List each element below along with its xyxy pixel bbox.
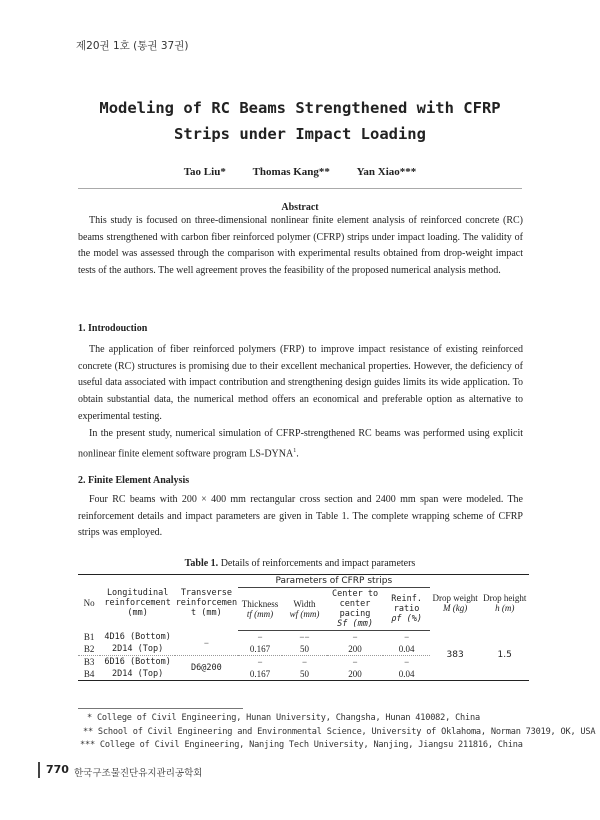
header-drop-weight-unit: M (kg) xyxy=(443,602,468,613)
header-cfrp-parameters: Parameters of CFRP strips xyxy=(238,575,430,588)
author-3: Yan Xiao*** xyxy=(356,166,417,178)
cell-no: B2 xyxy=(78,643,100,656)
cell-drop-height: 1.5 xyxy=(480,631,529,681)
cell-drop-weight: 383 xyxy=(430,631,481,681)
cell-longitudinal: 2D14 (Top) xyxy=(100,643,175,656)
cell-center: 200 xyxy=(327,643,384,656)
header-reinf-unit: ρf (%) xyxy=(391,614,422,624)
table-row xyxy=(78,631,529,644)
header-thickness-label: Thickness xyxy=(241,599,279,609)
page-number-bar xyxy=(38,762,40,778)
cell-longitudinal: 4D16 (Bottom) xyxy=(104,631,171,642)
footnote-1: * College of Civil Engineering, Hunan University, Changsha, Hunan 410082, China xyxy=(87,713,480,723)
header-divider xyxy=(78,188,522,189)
header-width-unit: wf (mm) xyxy=(289,609,320,619)
cell-width: 50 xyxy=(282,668,326,681)
cell-no: B1 xyxy=(83,631,95,642)
author-list xyxy=(0,166,600,178)
header-longitudinal: Longitudinal reinforcement (mm) xyxy=(100,575,175,631)
cell-center: − xyxy=(352,657,358,667)
cell-transverse: D6@200 xyxy=(175,656,238,681)
cell-thickness: 0.167 xyxy=(238,643,282,656)
table-caption-label: Table 1. xyxy=(184,558,219,569)
cell-reinf: 0.04 xyxy=(383,668,430,681)
reinforcement-table xyxy=(78,574,529,681)
header-drop-weight xyxy=(430,575,481,631)
paper-title xyxy=(40,95,560,147)
page-number: 770 xyxy=(46,763,69,776)
intro-paragraph-1: The application of fiber reinforced polymers (FRP) to improve impact resistance of existing reinforced concrete (RC) structures is promising due to their excellent mechanical properties. However, the deficiency of useful data associated with impact contribution and strengthening design guides limits its wide application. To obtain substantial data, the numerical method offers an economical and preferable option as alternative to experimental testing. xyxy=(78,344,523,422)
cell-no: B4 xyxy=(78,668,100,681)
cell-reinf: − xyxy=(404,657,410,667)
abstract-heading: Abstract xyxy=(281,202,319,213)
cell-thickness: − xyxy=(257,632,263,642)
cell-width: −− xyxy=(299,632,310,642)
fea-paragraph-1: Four RC beams with 200 × 400 mm rectangular cross section and 2400 mm span were modeled. The reinforcement details and impact parameters are given in Table 1. The complete wrapping scheme of CFRP strips was employed. xyxy=(78,494,523,539)
header-drop-weight-label: Drop weight xyxy=(432,592,478,603)
title-line-1: Modeling of RC Beams Strengthened with CFRP xyxy=(99,99,501,117)
table-caption xyxy=(0,558,600,569)
cell-thickness: − xyxy=(257,657,263,667)
intro-paragraph-2-suffix: . xyxy=(296,448,299,460)
footnote-2: ** School of Civil Engineering and Environmental Science, University of Oklahoma, Norman 73019, OK, USA xyxy=(83,726,596,737)
cell-longitudinal: 2D14 (Top) xyxy=(100,668,175,681)
cell-thickness: 0.167 xyxy=(238,668,282,681)
header-no: No xyxy=(78,575,100,631)
author-2: Thomas Kang** xyxy=(252,166,330,178)
section-heading-introduction: 1. Introdouction xyxy=(78,323,148,334)
header-drop-height-unit: h (m) xyxy=(495,602,515,613)
header-center-spacing xyxy=(327,588,384,631)
header-width xyxy=(282,588,326,631)
header-center-label: Center to center pacing xyxy=(332,589,379,619)
footnotes xyxy=(80,712,595,753)
cell-width: − xyxy=(301,657,308,667)
footnote-3: *** College of Civil Engineering, Nanjing Tech University, Nanjing, Jiangsu 211816, China xyxy=(80,740,523,750)
cell-no: B3 xyxy=(83,657,95,667)
cell-center: − xyxy=(352,632,358,642)
header-reinf-ratio xyxy=(383,588,430,631)
cell-transverse: − xyxy=(175,631,238,656)
journal-reference: 제20권 1호 (통권 37권) xyxy=(76,40,189,52)
header-thickness-unit: tf (mm) xyxy=(246,609,274,619)
footnote-divider xyxy=(78,708,243,709)
header-reinf-label: Reinf. ratio xyxy=(391,594,422,614)
author-1: Tao Liu* xyxy=(183,166,226,178)
header-drop-height-label: Drop height xyxy=(483,592,527,603)
intro-paragraph-2 xyxy=(78,426,523,463)
header-width-label: Width xyxy=(293,599,316,609)
header-transverse: Transverse reinforcemen t (mm) xyxy=(175,575,238,631)
cell-width: 50 xyxy=(282,643,326,656)
cell-reinf: − xyxy=(404,632,410,642)
header-thickness xyxy=(238,588,282,631)
header-center-unit: Sf (mm) xyxy=(337,619,373,629)
cell-reinf: 0.04 xyxy=(383,643,430,656)
footnote-reference: 1 xyxy=(293,447,297,454)
title-line-2: Strips under Impact Loading xyxy=(174,125,426,143)
cell-longitudinal: 6D16 (Bottom) xyxy=(104,657,171,667)
header-drop-height xyxy=(480,575,529,631)
intro-paragraph-2-text: In the present study, numerical simulation of CFRP-strengthened RC beams was performed using explicit nonlinear finite element software program LS-DYNA xyxy=(78,428,523,460)
section-heading-fea: 2. Finite Element Analysis xyxy=(78,475,190,486)
abstract-text: This study is focused on three-dimensional nonlinear finite element analysis of reinforced concrete (RC) beams strengthened with carbon fiber reinforced polymer (CFRP) strips under impact loading. The validity of the model was assessed through the comparison with experimental results obtained from drop-weight impact tests of the authors. The well agreement proves the feasibility of the proposed numerical analysis method. xyxy=(78,215,523,277)
publisher-name: 한국구조물진단유지관리공학회 xyxy=(74,768,203,779)
cell-center: 200 xyxy=(327,668,384,681)
table-caption-text: Details of reinforcements and impact parameters xyxy=(220,558,416,569)
